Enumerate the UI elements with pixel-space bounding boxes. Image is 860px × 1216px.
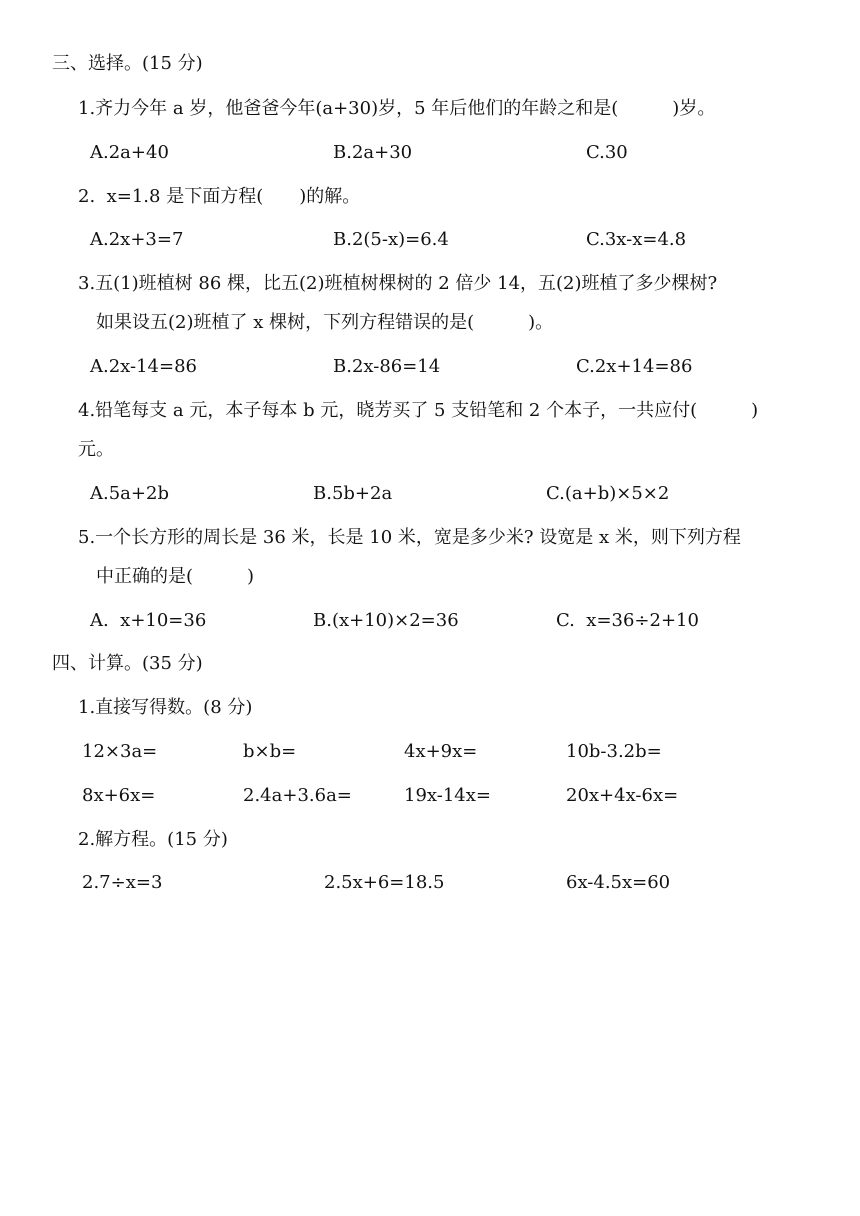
question-2-option-c: C.3x-x=4.8: [586, 229, 687, 250]
part-2-title: 2.解方程。(15 分): [78, 829, 228, 850]
equation-item: 2.5x+6=18.5: [324, 872, 445, 893]
calc-item: b×b=: [243, 741, 297, 762]
question-5-option-a: A. x+10=36: [90, 610, 207, 631]
part-1-title: 1.直接写得数。(8 分): [78, 697, 253, 718]
question-5-text-continued: 中正确的是( ): [96, 566, 255, 587]
question-3-option-b: B.2x-86=14: [333, 356, 441, 377]
calc-item: 4x+9x=: [404, 741, 478, 762]
question-4-text: 4.铅笔每支 a 元，本子每本 b 元，晓芳买了 5 支铅笔和 2 个本子，一共应付( ): [78, 400, 759, 421]
question-4-text-continued: 元。: [78, 439, 114, 460]
question-4-option-c: C.(a+b)×5×2: [546, 483, 670, 504]
question-2-option-a: A.2x+3=7: [90, 229, 184, 250]
section-title-choice: 三、选择。(15 分): [52, 53, 203, 74]
question-5-option-b: B.(x+10)×2=36: [313, 610, 459, 631]
question-1-option-b: B.2a+30: [333, 142, 413, 163]
equation-item: 6x-4.5x=60: [566, 872, 671, 893]
section-title-calculation: 四、计算。(35 分): [52, 653, 203, 674]
question-3-option-c: C.2x+14=86: [576, 356, 693, 377]
calc-item: 8x+6x=: [82, 785, 156, 806]
question-5-text: 5.一个长方形的周长是 36 米，长是 10 米，宽是多少米? 设宽是 x 米，则下列方程: [78, 527, 741, 548]
question-1-option-c: C.30: [586, 142, 628, 163]
question-2-text: 2. x=1.8 是下面方程( )的解。: [78, 186, 361, 207]
question-5-option-c: C. x=36÷2+10: [556, 610, 699, 631]
question-3-option-a: A.2x-14=86: [90, 356, 197, 377]
question-1-option-a: A.2a+40: [90, 142, 169, 163]
calc-item: 19x-14x=: [404, 785, 491, 806]
equation-item: 2.7÷x=3: [82, 872, 163, 893]
question-4-option-a: A.5a+2b: [90, 483, 169, 504]
calc-item: 12×3a=: [82, 741, 158, 762]
question-3-text: 3.五(1)班植树 86 棵，比五(2)班植树棵树的 2 倍少 14，五(2)班植了多少棵树?: [78, 273, 718, 294]
question-2-option-b: B.2(5-x)=6.4: [333, 229, 449, 250]
calc-item: 20x+4x-6x=: [566, 785, 679, 806]
calc-item: 10b-3.2b=: [566, 741, 662, 762]
question-3-text-continued: 如果设五(2)班植了 x 棵树，下列方程错误的是( )。: [96, 312, 554, 333]
question-4-option-b: B.5b+2a: [313, 483, 393, 504]
calc-item: 2.4a+3.6a=: [243, 785, 352, 806]
question-1-text: 1.齐力今年 a 岁，他爸爸今年(a+30)岁，5 年后他们的年龄之和是( )岁。: [78, 98, 716, 119]
